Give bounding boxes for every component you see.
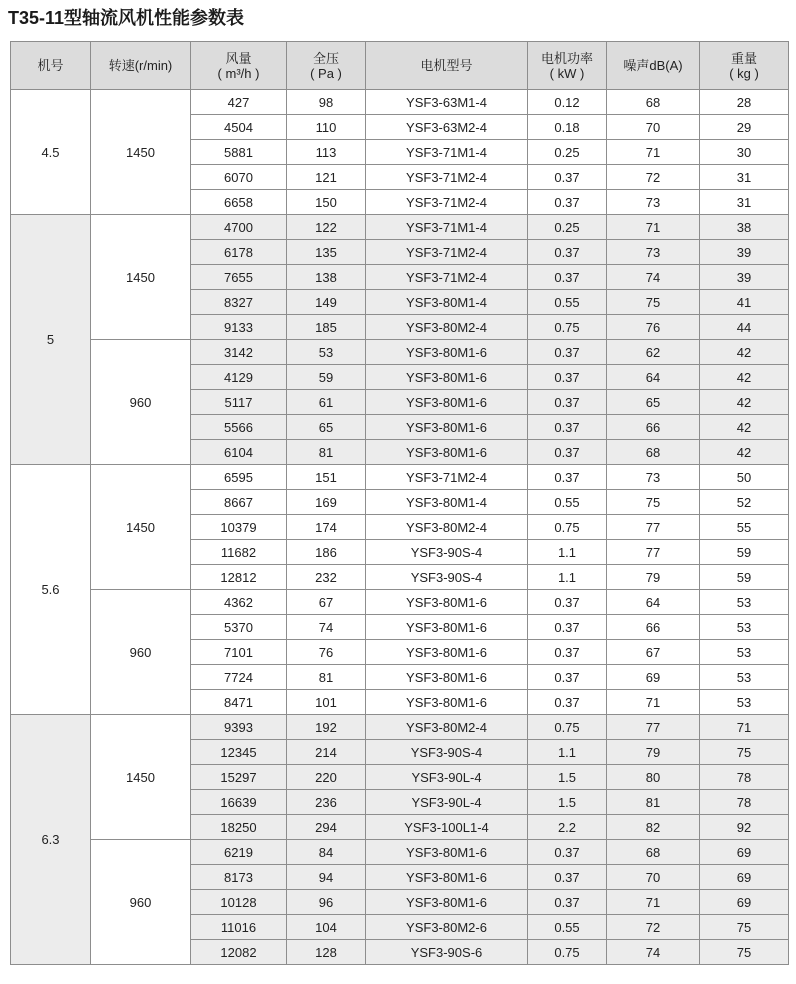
motor-model-cell: YSF3-71M2-4 — [366, 240, 528, 265]
motor-model-cell: YSF3-80M2-4 — [366, 315, 528, 340]
pressure-cell: 98 — [287, 90, 366, 115]
pressure-cell: 67 — [287, 590, 366, 615]
noise-cell: 70 — [607, 115, 700, 140]
weight-cell: 29 — [700, 115, 789, 140]
power-cell: 2.2 — [528, 815, 607, 840]
airflow-cell: 7724 — [191, 665, 287, 690]
power-cell: 1.1 — [528, 565, 607, 590]
pressure-cell: 214 — [287, 740, 366, 765]
motor-model-cell: YSF3-80M1-4 — [366, 490, 528, 515]
pressure-cell: 192 — [287, 715, 366, 740]
power-cell: 0.37 — [528, 365, 607, 390]
pressure-cell: 138 — [287, 265, 366, 290]
motor-model-cell: YSF3-80M1-6 — [366, 415, 528, 440]
pressure-cell: 94 — [287, 865, 366, 890]
motor-model-cell: YSF3-71M1-4 — [366, 215, 528, 240]
noise-cell: 67 — [607, 640, 700, 665]
airflow-cell: 6219 — [191, 840, 287, 865]
power-cell: 0.18 — [528, 115, 607, 140]
airflow-cell: 15297 — [191, 765, 287, 790]
power-cell: 0.37 — [528, 590, 607, 615]
power-cell: 1.1 — [528, 740, 607, 765]
motor-model-cell: YSF3-63M1-4 — [366, 90, 528, 115]
airflow-cell: 11682 — [191, 540, 287, 565]
power-cell: 0.37 — [528, 465, 607, 490]
pressure-cell: 149 — [287, 290, 366, 315]
header-motor-power: 电机功率 ( kW ) — [528, 42, 607, 90]
pressure-cell: 150 — [287, 190, 366, 215]
power-cell: 1.5 — [528, 765, 607, 790]
motor-model-cell: YSF3-80M1-6 — [366, 665, 528, 690]
pressure-cell: 169 — [287, 490, 366, 515]
table-row — [11, 590, 789, 615]
power-cell: 0.75 — [528, 315, 607, 340]
weight-cell: 75 — [700, 740, 789, 765]
header-motor-model: 电机型号 — [366, 42, 528, 90]
noise-cell: 68 — [607, 840, 700, 865]
airflow-cell: 8471 — [191, 690, 287, 715]
weight-cell: 31 — [700, 190, 789, 215]
airflow-cell: 8327 — [191, 290, 287, 315]
table-row — [11, 90, 789, 115]
motor-model-cell: YSF3-80M1-6 — [366, 690, 528, 715]
noise-cell: 71 — [607, 890, 700, 915]
noise-cell: 69 — [607, 665, 700, 690]
noise-cell: 68 — [607, 440, 700, 465]
airflow-cell: 7655 — [191, 265, 287, 290]
motor-model-cell: YSF3-63M2-4 — [366, 115, 528, 140]
airflow-cell: 5566 — [191, 415, 287, 440]
pressure-cell: 151 — [287, 465, 366, 490]
pressure-cell: 135 — [287, 240, 366, 265]
airflow-cell: 6070 — [191, 165, 287, 190]
weight-cell: 28 — [700, 90, 789, 115]
pressure-cell: 122 — [287, 215, 366, 240]
power-cell: 0.37 — [528, 415, 607, 440]
table-row — [11, 340, 789, 365]
motor-model-cell: YSF3-90S-4 — [366, 740, 528, 765]
pressure-cell: 220 — [287, 765, 366, 790]
performance-table — [10, 41, 789, 965]
weight-cell: 39 — [700, 240, 789, 265]
pressure-cell: 232 — [287, 565, 366, 590]
airflow-cell: 7101 — [191, 640, 287, 665]
noise-cell: 81 — [607, 790, 700, 815]
airflow-cell: 10379 — [191, 515, 287, 540]
motor-model-cell: YSF3-80M1-6 — [366, 840, 528, 865]
noise-cell: 70 — [607, 865, 700, 890]
pressure-cell: 81 — [287, 665, 366, 690]
power-cell: 0.37 — [528, 890, 607, 915]
motor-model-cell: YSF3-90S-6 — [366, 940, 528, 965]
airflow-cell: 4504 — [191, 115, 287, 140]
weight-cell: 59 — [700, 565, 789, 590]
table-header-row — [11, 42, 789, 90]
noise-cell: 65 — [607, 390, 700, 415]
pressure-cell: 236 — [287, 790, 366, 815]
weight-cell: 69 — [700, 890, 789, 915]
weight-cell: 53 — [700, 640, 789, 665]
pressure-cell: 101 — [287, 690, 366, 715]
speed-cell: 960 — [91, 840, 191, 965]
weight-cell: 44 — [700, 315, 789, 340]
noise-cell: 77 — [607, 515, 700, 540]
airflow-cell: 12082 — [191, 940, 287, 965]
weight-cell: 55 — [700, 515, 789, 540]
motor-model-cell: YSF3-71M2-4 — [366, 190, 528, 215]
page-title: T35-11型轴流风机性能参数表 — [8, 8, 245, 28]
motor-model-cell: YSF3-80M1-6 — [366, 365, 528, 390]
header-pressure: 全压 ( Pa ) — [287, 42, 366, 90]
motor-model-cell: YSF3-90S-4 — [366, 565, 528, 590]
header-airflow: 风量 ( m³/h ) — [191, 42, 287, 90]
weight-cell: 38 — [700, 215, 789, 240]
airflow-cell: 6595 — [191, 465, 287, 490]
pressure-cell: 74 — [287, 615, 366, 640]
noise-cell: 79 — [607, 565, 700, 590]
motor-model-cell: YSF3-80M2-6 — [366, 915, 528, 940]
pressure-cell: 110 — [287, 115, 366, 140]
weight-cell: 59 — [700, 540, 789, 565]
model-cell: 4.5 — [11, 90, 91, 215]
airflow-cell: 4362 — [191, 590, 287, 615]
model-cell: 6.3 — [11, 715, 91, 965]
power-cell: 0.75 — [528, 940, 607, 965]
power-cell: 0.75 — [528, 715, 607, 740]
weight-cell: 53 — [700, 590, 789, 615]
pressure-cell: 84 — [287, 840, 366, 865]
pressure-cell: 96 — [287, 890, 366, 915]
power-cell: 1.1 — [528, 540, 607, 565]
weight-cell: 69 — [700, 840, 789, 865]
header-speed: 转速(r/min) — [91, 42, 191, 90]
model-cell: 5 — [11, 215, 91, 465]
noise-cell: 74 — [607, 940, 700, 965]
motor-model-cell: YSF3-80M1-6 — [366, 640, 528, 665]
power-cell: 0.37 — [528, 865, 607, 890]
motor-model-cell: YSF3-80M2-4 — [366, 515, 528, 540]
speed-cell: 960 — [91, 340, 191, 465]
speed-cell: 1450 — [91, 90, 191, 215]
power-cell: 0.37 — [528, 340, 607, 365]
airflow-cell: 3142 — [191, 340, 287, 365]
airflow-cell: 16639 — [191, 790, 287, 815]
noise-cell: 72 — [607, 915, 700, 940]
weight-cell: 31 — [700, 165, 789, 190]
motor-model-cell: YSF3-90S-4 — [366, 540, 528, 565]
pressure-cell: 186 — [287, 540, 366, 565]
motor-model-cell: YSF3-80M1-6 — [366, 390, 528, 415]
weight-cell: 42 — [700, 365, 789, 390]
airflow-cell: 6658 — [191, 190, 287, 215]
weight-cell: 42 — [700, 390, 789, 415]
airflow-cell: 12345 — [191, 740, 287, 765]
weight-cell: 71 — [700, 715, 789, 740]
noise-cell: 76 — [607, 315, 700, 340]
pressure-cell: 113 — [287, 140, 366, 165]
power-cell: 0.55 — [528, 290, 607, 315]
motor-model-cell: YSF3-80M1-6 — [366, 865, 528, 890]
airflow-cell: 4700 — [191, 215, 287, 240]
noise-cell: 72 — [607, 165, 700, 190]
noise-cell: 82 — [607, 815, 700, 840]
header-noise: 噪声dB(A) — [607, 42, 700, 90]
header-model: 机号 — [11, 42, 91, 90]
motor-model-cell: YSF3-71M1-4 — [366, 140, 528, 165]
weight-cell: 41 — [700, 290, 789, 315]
power-cell: 0.37 — [528, 665, 607, 690]
noise-cell: 62 — [607, 340, 700, 365]
weight-cell: 42 — [700, 440, 789, 465]
power-cell: 0.37 — [528, 240, 607, 265]
power-cell: 0.37 — [528, 165, 607, 190]
power-cell: 0.55 — [528, 915, 607, 940]
pressure-cell: 185 — [287, 315, 366, 340]
noise-cell: 77 — [607, 540, 700, 565]
power-cell: 0.37 — [528, 615, 607, 640]
table-row — [11, 465, 789, 490]
power-cell: 0.37 — [528, 190, 607, 215]
motor-model-cell: YSF3-90L-4 — [366, 765, 528, 790]
motor-model-cell: YSF3-90L-4 — [366, 790, 528, 815]
pressure-cell: 121 — [287, 165, 366, 190]
power-cell: 0.37 — [528, 840, 607, 865]
pressure-cell: 65 — [287, 415, 366, 440]
speed-cell: 1450 — [91, 215, 191, 340]
pressure-cell: 128 — [287, 940, 366, 965]
noise-cell: 73 — [607, 190, 700, 215]
airflow-cell: 12812 — [191, 565, 287, 590]
motor-model-cell: YSF3-80M1-4 — [366, 290, 528, 315]
model-cell: 5.6 — [11, 465, 91, 715]
motor-model-cell: YSF3-80M2-4 — [366, 715, 528, 740]
table-row — [11, 840, 789, 865]
airflow-cell: 5370 — [191, 615, 287, 640]
weight-cell: 53 — [700, 690, 789, 715]
airflow-cell: 5881 — [191, 140, 287, 165]
motor-model-cell: YSF3-71M2-4 — [366, 265, 528, 290]
noise-cell: 71 — [607, 690, 700, 715]
power-cell: 1.5 — [528, 790, 607, 815]
power-cell: 0.37 — [528, 390, 607, 415]
power-cell: 0.25 — [528, 215, 607, 240]
airflow-cell: 18250 — [191, 815, 287, 840]
noise-cell: 75 — [607, 290, 700, 315]
airflow-cell: 5117 — [191, 390, 287, 415]
noise-cell: 80 — [607, 765, 700, 790]
noise-cell: 73 — [607, 465, 700, 490]
weight-cell: 69 — [700, 865, 789, 890]
speed-cell: 960 — [91, 590, 191, 715]
weight-cell: 39 — [700, 265, 789, 290]
weight-cell: 78 — [700, 790, 789, 815]
power-cell: 0.55 — [528, 490, 607, 515]
noise-cell: 71 — [607, 215, 700, 240]
airflow-cell: 4129 — [191, 365, 287, 390]
noise-cell: 77 — [607, 715, 700, 740]
speed-cell: 1450 — [91, 465, 191, 590]
noise-cell: 66 — [607, 415, 700, 440]
weight-cell: 42 — [700, 415, 789, 440]
weight-cell: 75 — [700, 915, 789, 940]
power-cell: 0.37 — [528, 265, 607, 290]
weight-cell: 42 — [700, 340, 789, 365]
pressure-cell: 81 — [287, 440, 366, 465]
weight-cell: 53 — [700, 665, 789, 690]
noise-cell: 79 — [607, 740, 700, 765]
airflow-cell: 9393 — [191, 715, 287, 740]
weight-cell: 30 — [700, 140, 789, 165]
power-cell: 0.37 — [528, 440, 607, 465]
noise-cell: 74 — [607, 265, 700, 290]
weight-cell: 92 — [700, 815, 789, 840]
pressure-cell: 59 — [287, 365, 366, 390]
motor-model-cell: YSF3-80M1-6 — [366, 615, 528, 640]
weight-cell: 53 — [700, 615, 789, 640]
motor-model-cell: YSF3-71M2-4 — [366, 465, 528, 490]
pressure-cell: 61 — [287, 390, 366, 415]
noise-cell: 64 — [607, 365, 700, 390]
motor-model-cell: YSF3-71M2-4 — [366, 165, 528, 190]
weight-cell: 75 — [700, 940, 789, 965]
header-weight: 重量 ( kg ) — [700, 42, 789, 90]
weight-cell: 78 — [700, 765, 789, 790]
airflow-cell: 6178 — [191, 240, 287, 265]
airflow-cell: 11016 — [191, 915, 287, 940]
noise-cell: 66 — [607, 615, 700, 640]
noise-cell: 64 — [607, 590, 700, 615]
motor-model-cell: YSF3-80M1-6 — [366, 590, 528, 615]
noise-cell: 73 — [607, 240, 700, 265]
pressure-cell: 174 — [287, 515, 366, 540]
speed-cell: 1450 — [91, 715, 191, 840]
power-cell: 0.37 — [528, 690, 607, 715]
weight-cell: 52 — [700, 490, 789, 515]
pressure-cell: 104 — [287, 915, 366, 940]
noise-cell: 68 — [607, 90, 700, 115]
power-cell: 0.12 — [528, 90, 607, 115]
power-cell: 0.75 — [528, 515, 607, 540]
airflow-cell: 6104 — [191, 440, 287, 465]
pressure-cell: 294 — [287, 815, 366, 840]
motor-model-cell: YSF3-80M1-6 — [366, 340, 528, 365]
noise-cell: 75 — [607, 490, 700, 515]
noise-cell: 71 — [607, 140, 700, 165]
airflow-cell: 9133 — [191, 315, 287, 340]
airflow-cell: 8667 — [191, 490, 287, 515]
pressure-cell: 76 — [287, 640, 366, 665]
power-cell: 0.25 — [528, 140, 607, 165]
airflow-cell: 427 — [191, 90, 287, 115]
weight-cell: 50 — [700, 465, 789, 490]
airflow-cell: 10128 — [191, 890, 287, 915]
table-row — [11, 215, 789, 240]
power-cell: 0.37 — [528, 640, 607, 665]
pressure-cell: 53 — [287, 340, 366, 365]
airflow-cell: 8173 — [191, 865, 287, 890]
motor-model-cell: YSF3-80M1-6 — [366, 890, 528, 915]
table-row — [11, 715, 789, 740]
motor-model-cell: YSF3-80M1-6 — [366, 440, 528, 465]
table-body — [11, 90, 789, 965]
motor-model-cell: YSF3-100L1-4 — [366, 815, 528, 840]
